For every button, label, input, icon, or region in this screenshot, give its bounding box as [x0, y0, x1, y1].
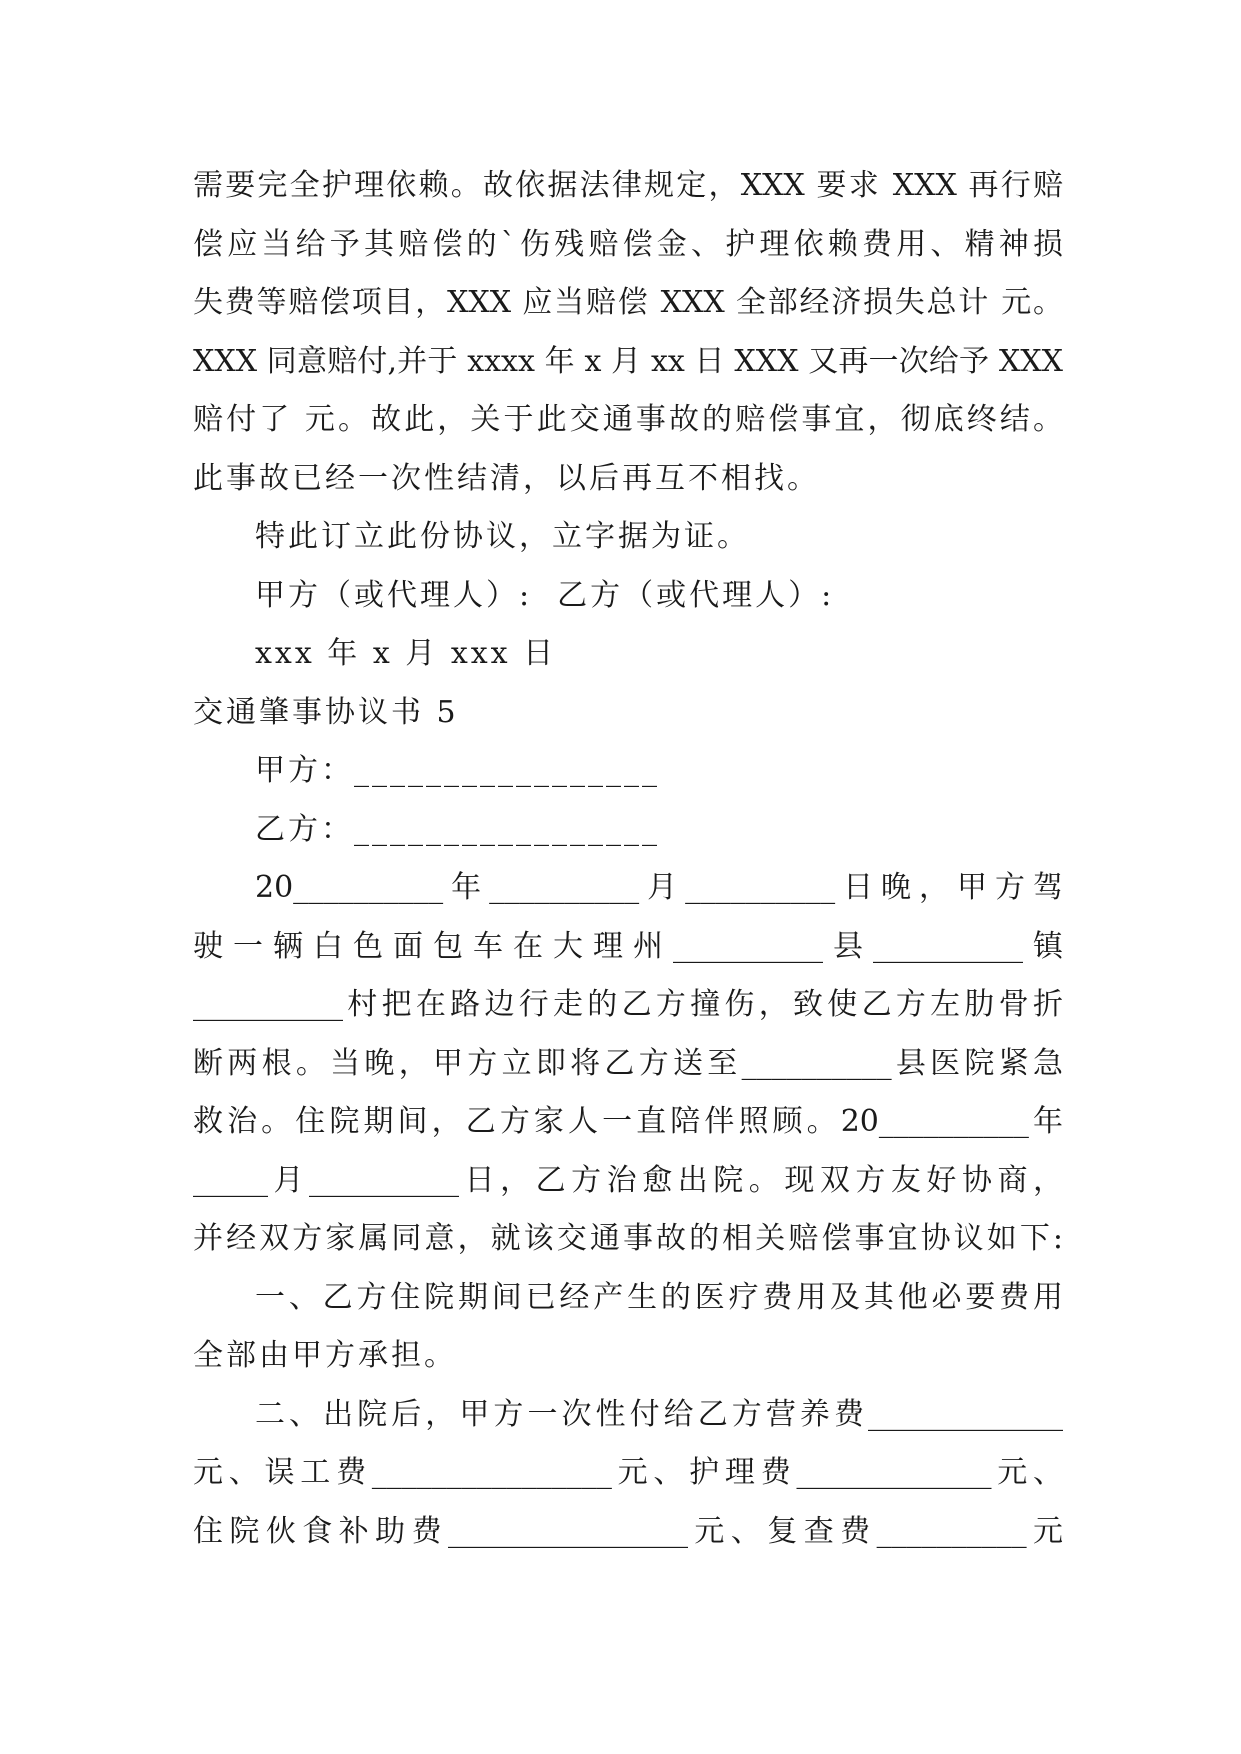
clause-line: 全部由甲方承担。 [193, 1338, 457, 1373]
paragraph-line: _____月__________日，乙方治愈出院。现双方友好协商， [193, 1162, 1063, 1198]
paragraph-line: 并经双方家属同意，就该交通事故的相关赔偿事宜协议如下: [193, 1221, 1063, 1256]
paragraph-line: XXX 同意赔付,并于 xxxx 年 x 月 xx 日 XXX 又再一次给予 XXX [193, 343, 1063, 379]
paragraph-line: 此事故已经一次性结清，以后再互不相找。 [193, 460, 820, 496]
document-body [193, 157, 1063, 1561]
paragraph-line: 偿应当给予其赔偿的`伤残赔偿金、护理依赖费用、精神损 [193, 226, 1063, 262]
paragraph-line: __________村把在路边行走的乙方撞伤，致使乙方左肋骨折 [193, 987, 1063, 1022]
paragraph-line: 驶一辆白色面包车在大理州__________县__________镇 [193, 928, 1063, 964]
paragraph-line: 失费等赔偿项目，XXX 应当赔偿 XXX 全部经济损失总计 元。 [193, 285, 1063, 320]
party-a-field: 甲方：_________________ [255, 753, 660, 788]
paragraph-line: 需要完全护理依赖。故依据法律规定，XXX 要求 XXX 再行赔 [193, 168, 1063, 203]
closing-statement: 特此订立此份协议，立字据为证。 [255, 519, 750, 554]
section-title: 交通肇事协议书 5 [193, 694, 459, 730]
party-b-field: 乙方：_________________ [255, 811, 660, 847]
clause-line: 住院伙食补助费________________元、复查费__________元 [193, 1513, 1063, 1549]
paragraph-line: 断两根。当晚，甲方立即将乙方送至__________县医院紧急 [193, 1045, 1063, 1081]
date-line: xxx 年 x 月 xxx 日 [255, 636, 557, 671]
paragraph-line: 救治。住院期间，乙方家人一直陪伴照顾。20__________年 [193, 1104, 1063, 1139]
paragraph-line: 20__________年__________月__________日晚，甲方驾 [255, 870, 1063, 905]
signature-line: 甲方（或代理人）: 乙方（或代理人）: [255, 577, 835, 613]
clause-line: 二、出院后，甲方一次性付给乙方营养费_____________ [255, 1396, 1063, 1432]
clause-line: 元、误工费________________元、护理费_____________元、 [193, 1455, 1063, 1490]
paragraph-line: 赔付了 元。故此，关于此交通事故的赔偿事宜，彻底终结。 [193, 402, 1063, 437]
clause-line: 一、乙方住院期间已经产生的医疗费用及其他必要费用 [255, 1279, 1063, 1315]
